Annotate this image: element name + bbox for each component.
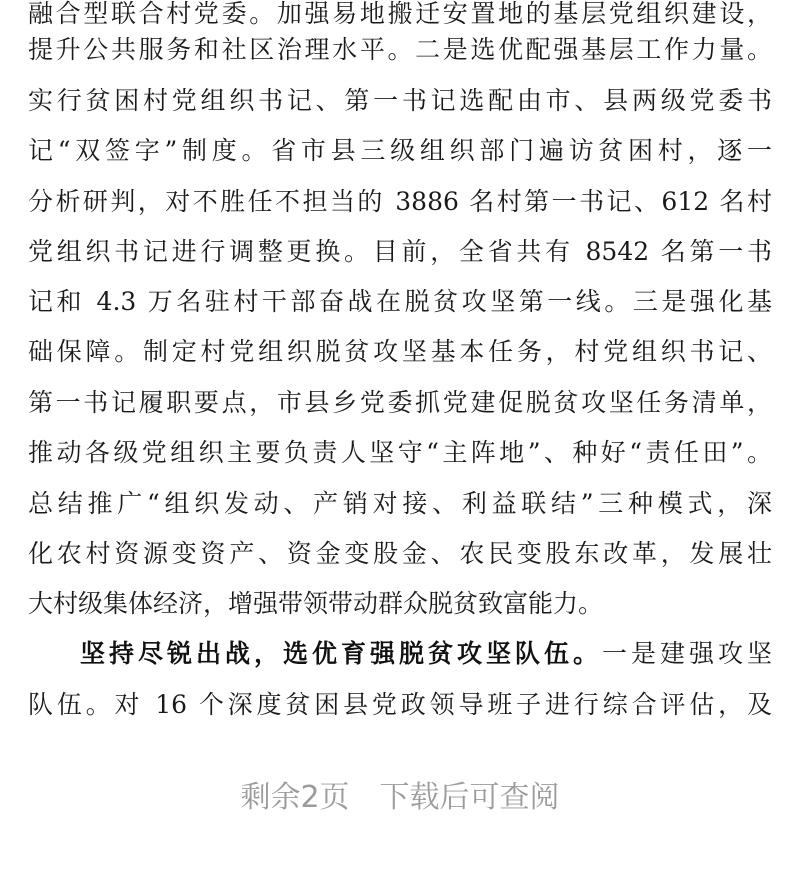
paragraph-line: 队伍。对 16 个深度贫困县党政领导班子进行综合评估，及 [28, 690, 772, 719]
remaining-pages-banner[interactable]: 剩余2页 下载后可查阅 [240, 780, 560, 815]
paragraph-line: 记和 4.3 万名驻村干部奋战在脱贫攻坚第一线。三是强化基 [28, 287, 772, 316]
paragraph-line: 化农村资源变资产、资金变股金、农民变股东改革，发展壮 [28, 539, 772, 568]
paragraph-line: 总结推广“组织发动、产销对接、利益联结”三种模式，深 [28, 489, 772, 518]
paragraph-line: 提升公共服务和社区治理水平。二是选优配强基层工作力量。 [28, 35, 772, 64]
paragraph-line: 实行贫困村党组织书记、第一书记选配由市、县两级党委书 [28, 86, 772, 115]
paragraph-line: 础保障。制定村党组织脱贫攻坚基本任务，村党组织书记、 [28, 337, 772, 366]
paragraph-line: 分析研判，对不胜任不担当的 3886 名村第一书记、612 名村 [28, 187, 772, 216]
paragraph-line: 党组织书记进行调整更换。目前，全省共有 8542 名第一书 [28, 237, 772, 266]
section-heading-continuation: 一是建强攻坚 [601, 639, 772, 668]
paragraph-line: 融合型联合村党委。加强易地搬迁安置地的基层党组织建设， [28, 0, 772, 28]
paragraph-line: 记“双签字”制度。省市县三级组织部门遍访贫困村，逐一 [28, 136, 772, 165]
paragraph-line: 大村级集体经济，增强带领带动群众脱贫致富能力。 [28, 589, 604, 618]
section-paragraph-first-line [80, 634, 772, 674]
paragraph-line: 推动各级党组织主要负责人坚守“主阵地”、种好“责任田”。 [28, 438, 772, 467]
section-heading: 坚持尽锐出战，选优育强脱贫攻坚队伍。 [80, 639, 602, 668]
paragraph-line: 第一书记履职要点，市县乡党委抓党建促脱贫攻坚任务清单， [28, 388, 772, 417]
